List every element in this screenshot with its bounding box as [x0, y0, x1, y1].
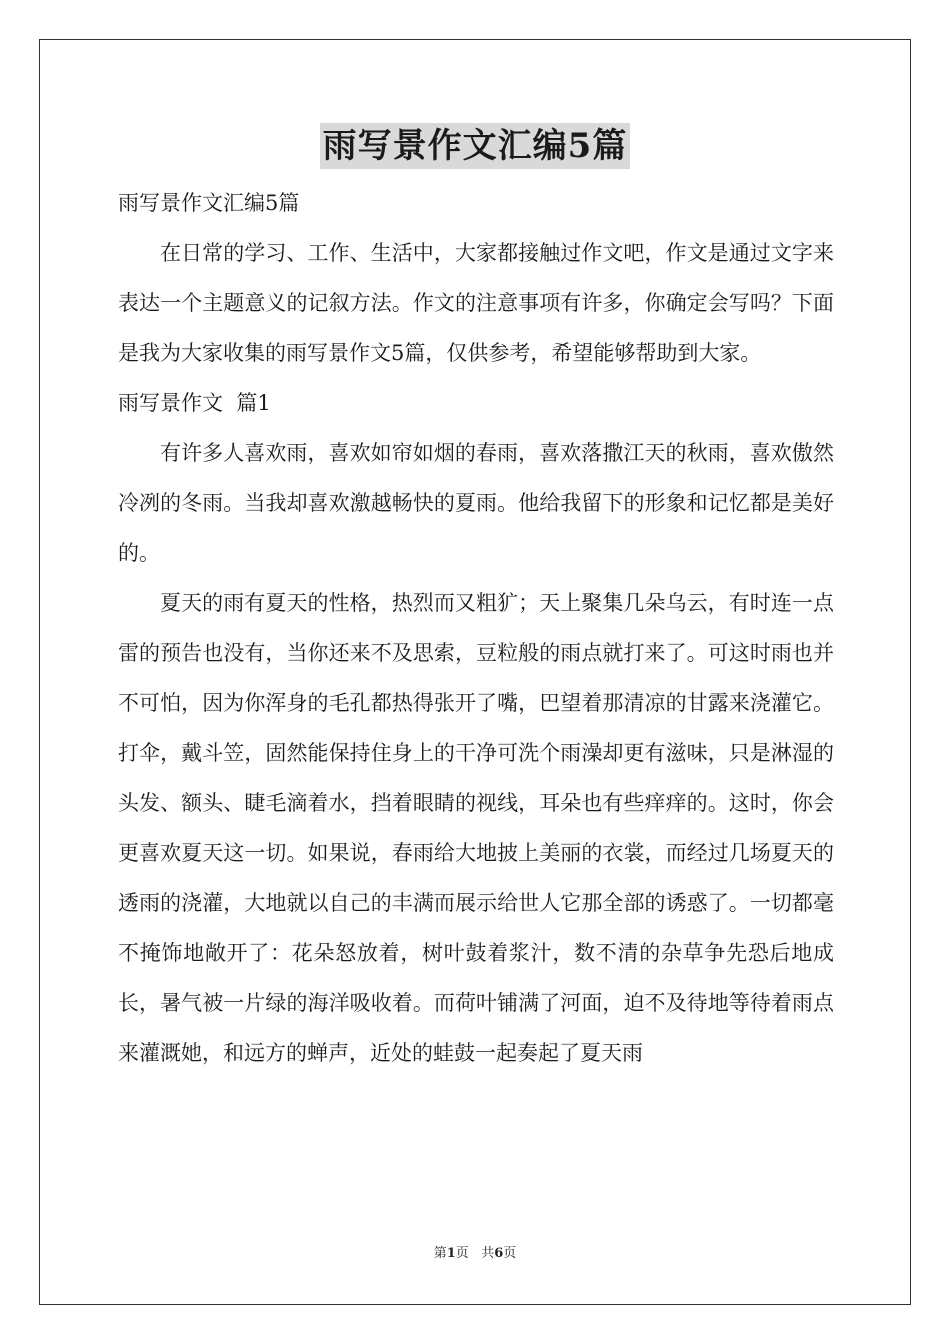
- intro-paragraph: 在日常的学习、工作、生活中，大家都接触过作文吧，作文是通过文字来表达一个主题意义的记叙方法。作文的注意事项有许多，你确定会写吗？下面是我为大家收集的雨写景作文5篇，仅供参考，希望能够帮助到大家。: [118, 241, 834, 365]
- document-title: 雨写景作文汇编5篇: [320, 123, 631, 169]
- total-prefix: 共: [481, 1246, 495, 1261]
- page-prefix: 第: [433, 1246, 447, 1261]
- section-heading: 雨写景作文 篇1: [118, 391, 271, 415]
- title-wrap: [0, 123, 950, 169]
- page-footer: [0, 1244, 950, 1264]
- body-paragraph-1: 有许多人喜欢雨，喜欢如帘如烟的春雨，喜欢落撒江天的秋雨，喜欢傲然冷冽的冬雨。当我却喜欢激越畅快的夏雨。他给我留下的形象和记忆都是美好的。: [118, 441, 834, 565]
- total-page-count: 6: [494, 1246, 504, 1261]
- current-page-number: 1: [446, 1246, 456, 1261]
- body-paragraph-2: 夏天的雨有夏天的性格，热烈而又粗犷；天上聚集几朵乌云，有时连一点雷的预告也没有，当你还来不及思索，豆粒般的雨点就打来了。可这时雨也并不可怕，因为你浑身的毛孔都热得张开了嘴，巴望着那清凉的甘露来浇灌它。打伞，戴斗笠，固然能保持住身上的干净可洗个雨澡却更有滋味，只是淋湿的头发、额头、睫毛滴着水，挡着眼睛的视线，耳朵也有些痒痒的。这时，你会更喜欢夏天这一切。如果说，春雨给大地披上美丽的衣裳，而经过几场夏天的透雨的浇灌，大地就以自己的丰满而展示给世人它那全部的诱惑了。一切都毫不掩饰地敞开了：花朵怒放着，树叶鼓着浆汁，数不清的杂草争先恐后地成长，暑气被一片绿的海洋吸收着。而荷叶铺满了河面，迫不及待地等待着雨点来灌溉她，和远方的蝉声，近处的蛙鼓一起奏起了夏天雨: [118, 591, 834, 1065]
- total-suffix: 页: [503, 1246, 517, 1261]
- document-subtitle: 雨写景作文汇编5篇: [118, 191, 300, 215]
- page-suffix: 页: [455, 1246, 469, 1261]
- document-body: [118, 178, 834, 1078]
